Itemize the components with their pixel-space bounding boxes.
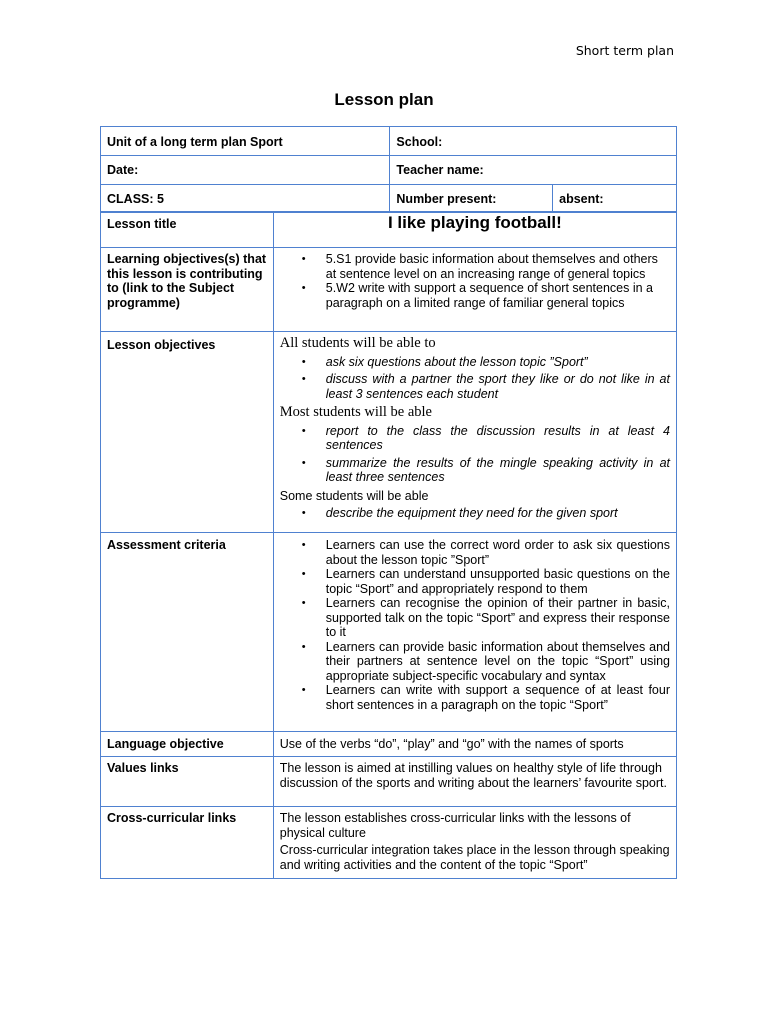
list-item: • summarize the results of the mingle speaking activity in at least three sentences — [326, 456, 670, 485]
teacher-name-cell: Teacher name: — [390, 156, 677, 185]
lesson-objectives-row — [101, 332, 677, 533]
header-table — [100, 126, 677, 213]
page-title: Lesson plan — [334, 90, 434, 109]
values-links-value: The lesson is aimed at instilling values on healthy style of life through discussion of the sports and writing about the learners’ favourite sport. — [273, 757, 676, 807]
learning-objectives-list — [280, 252, 670, 310]
list-item: • 5.S1 provide basic information about themselves and others at sentence level on an increasing range of general topics — [326, 252, 670, 281]
list-item: • Learners can understand unsupported basic questions on the topic “Sport” and appropriately respond to them — [326, 567, 670, 596]
all-students-heading: All students will be able to — [279, 335, 436, 351]
list-item: • Learners can write with support a sequence of at least four short sentences in a paragraph on the topic “Sport” — [326, 683, 670, 712]
lesson-table — [100, 211, 677, 879]
some-students-heading: Some students will be able — [279, 488, 429, 503]
lesson-title-label: Lesson title — [101, 212, 274, 248]
date-cell: Date: — [101, 156, 390, 185]
assessment-list — [280, 538, 670, 712]
learning-objectives-row — [101, 248, 677, 332]
absent-cell: absent: — [553, 185, 677, 213]
list-item: • 5.W2 write with support a sequence of short sentences in a paragraph on a limited range of familiar general topics — [326, 281, 670, 310]
cross-curricular-paragraph-2: Cross-curricular integration takes place in the lesson through speaking and writing activities and the content of the topic “Sport” — [279, 843, 670, 872]
school-cell: School: — [390, 127, 677, 156]
language-objective-row — [101, 732, 677, 757]
list-item: • Learners can use the correct word order to ask six questions about the lesson topic ”Sport” — [326, 538, 670, 567]
unit-cell: Unit of a long term plan Sport — [101, 127, 390, 156]
list-item: • report to the class the discussion results in at least 4 sentences — [326, 424, 670, 453]
number-present-cell: Number present: — [390, 185, 553, 213]
values-links-row — [101, 757, 677, 807]
lesson-objectives-label: Lesson objectives — [101, 332, 274, 533]
cross-curricular-row — [101, 807, 677, 879]
most-students-list — [280, 424, 670, 485]
language-objective-label: Language objective — [101, 732, 274, 757]
lesson-title-row — [101, 212, 677, 248]
values-links-label: Values links — [101, 757, 274, 807]
list-item: • describe the equipment they need for the given sport — [326, 506, 670, 521]
class-cell: CLASS: 5 — [101, 185, 390, 213]
list-item: • Learners can provide basic information about themselves and their partners at sentence level on the topic “Sport” using appropriate subject-specific vocabulary and syntax — [326, 640, 670, 684]
assessment-label: Assessment criteria — [101, 533, 274, 732]
cross-curricular-paragraph-1: The lesson establishes cross-curricular links with the lessons of physical culture — [279, 811, 631, 840]
some-students-list — [280, 506, 670, 521]
list-item: • ask six questions about the lesson topic ”Sport” — [326, 355, 670, 370]
lesson-title-value: I like playing football! — [273, 212, 676, 248]
list-item: • discuss with a partner the sport they like or do not like in at least 3 sentences each student — [326, 372, 670, 401]
cross-curricular-label: Cross-curricular links — [101, 807, 274, 879]
header-label: Short term plan — [575, 43, 674, 58]
list-item: • Learners can recognise the opinion of their partner in basic, supported talk on the topic “Sport” and express their response to it — [326, 596, 670, 640]
language-objective-value: Use of the verbs “do”, “play” and “go” with the names of sports — [273, 732, 676, 757]
most-students-heading: Most students will be able — [279, 404, 432, 420]
all-students-list — [280, 355, 670, 402]
assessment-row — [101, 533, 677, 732]
learning-objectives-label: Learning objectives(s) that this lesson is contributing to (link to the Subject programme) — [101, 248, 274, 332]
